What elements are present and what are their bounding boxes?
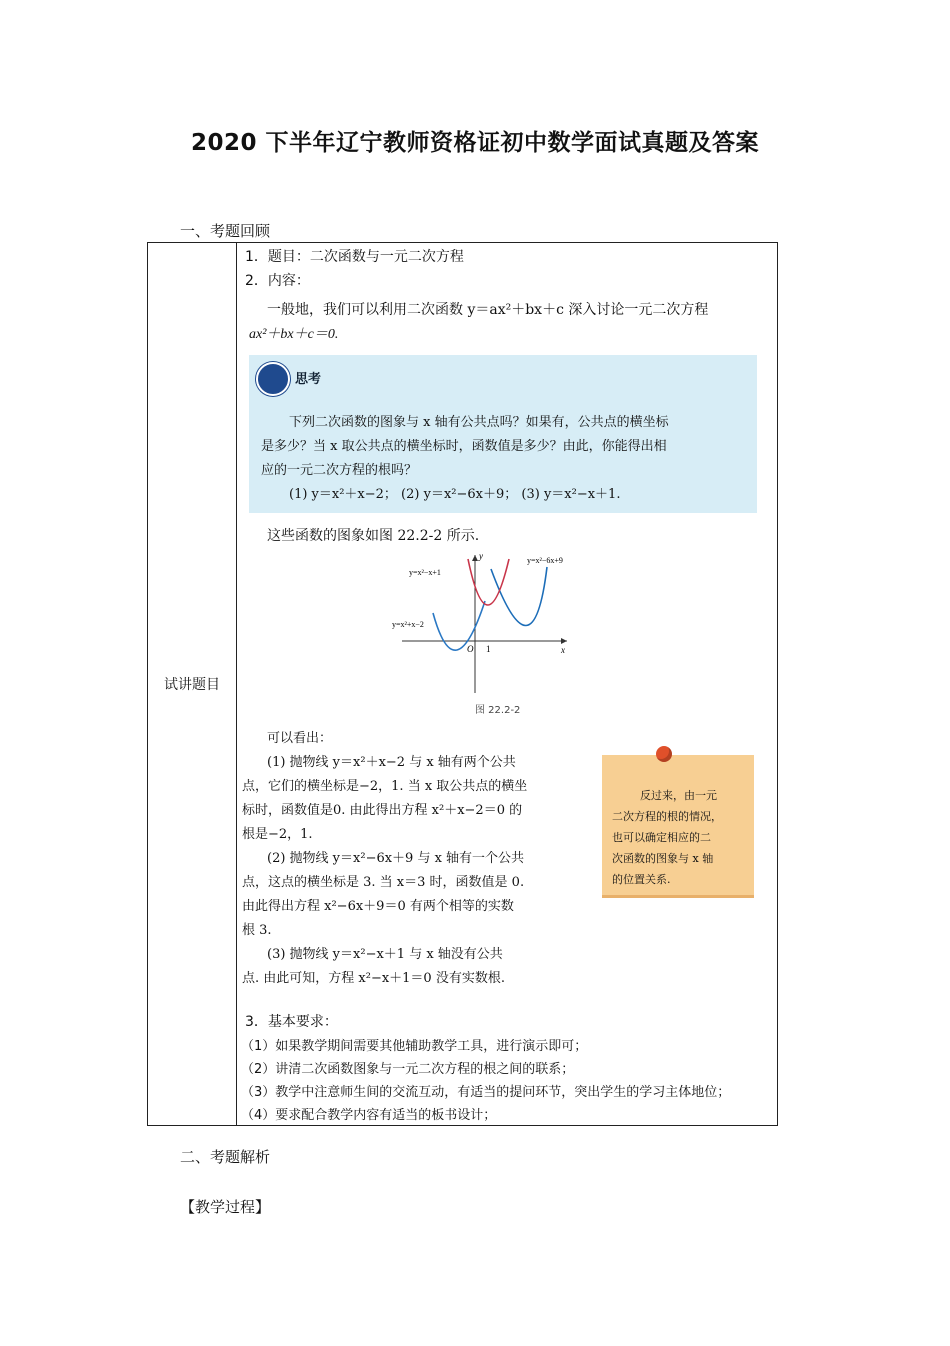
side-note xyxy=(602,755,754,898)
think-box xyxy=(249,355,757,513)
label-function-a: y=x²+x−2 xyxy=(392,620,424,629)
tick-one-label: 1 xyxy=(486,644,491,654)
think-line-2: 是多少？当 x 取公共点的横坐标时，函数值是多少？由此，你能得出相 xyxy=(261,439,667,454)
requirement-3: （3）教学中注意师生间的交流互动，有适当的提问环节，突出学生的学习主体地位； xyxy=(241,1085,731,1100)
note-line-1: 反过来，由一元 xyxy=(640,789,717,802)
y-axis-arrow-icon xyxy=(472,555,478,561)
section-heading-analysis: 二、考题解析 xyxy=(180,1148,271,1166)
requirement-2: （2）讲清二次函数图象与一元二次方程的根之间的联系； xyxy=(241,1062,575,1077)
observe-line-1: (1) 抛物线 y＝x²＋x−2 与 x 轴有两个公共 xyxy=(267,755,516,770)
intro-line-1: 一般地，我们可以利用二次函数 y＝ax²＋bx＋c 深入讨论一元二次方程 xyxy=(267,302,709,318)
observe-line-10: 点. 由此可知，方程 x²−x＋1＝0 没有实数根. xyxy=(242,971,505,986)
think-line-1: 下列二次函数的图象与 x 轴有公共点吗？如果有，公共点的横坐标 xyxy=(289,415,669,430)
observe-line-6: 点，这点的横坐标是 3. 当 x＝3 时，函数值是 0. xyxy=(242,875,525,890)
document-title: 2020 下半年辽宁教师资格证初中数学面试真题及答案 xyxy=(190,130,760,156)
origin-label: O xyxy=(467,644,474,654)
note-line-3: 也可以确定相应的二 xyxy=(612,831,711,844)
row-label: 试讲题目 xyxy=(148,243,237,1126)
think-line-3: 应的一元二次方程的根吗？ xyxy=(261,463,418,478)
think-title: 思考 xyxy=(295,372,322,387)
function-graph xyxy=(387,543,587,703)
think-badge-icon xyxy=(256,362,290,396)
x-axis-arrow-icon xyxy=(561,638,567,644)
note-line-5: 的位置关系. xyxy=(612,873,671,886)
figure-caption: 图 22.2-2 xyxy=(475,705,521,716)
content-heading: 2．内容： xyxy=(245,273,310,289)
teaching-process-heading: 【教学过程】 xyxy=(180,1198,271,1216)
think-line-4: (1) y＝x²＋x−2； (2) y＝x²−6x＋9； (3) y＝x²−x＋1. xyxy=(289,487,621,502)
observe-line-4: 根是−2，1. xyxy=(242,827,313,842)
topic-line: 1．题目：二次函数与一元二次方程 xyxy=(245,249,464,265)
observe-line-2: 点，它们的横坐标是−2，1. 当 x 取公共点的横坐 xyxy=(242,779,528,794)
observe-line-3: 标时，函数值是0. 由此得出方程 x²＋x−2＝0 的 xyxy=(242,803,523,818)
label-function-b: y=x²−6x+9 xyxy=(527,556,563,565)
question-table xyxy=(147,242,778,1126)
row-content xyxy=(237,243,778,1126)
observe-line-8: 根 3. xyxy=(242,923,272,938)
intro-line-2: ax²＋bx＋c＝0. xyxy=(249,327,339,342)
label-function-c: y=x²−x+1 xyxy=(409,568,441,577)
observe-line-7: 由此得出方程 x²−6x＋9＝0 有两个相等的实数 xyxy=(242,899,514,914)
x-axis-label: x xyxy=(561,645,565,655)
requirement-1: （1）如果教学期间需要其他辅助教学工具，进行演示即可； xyxy=(241,1039,588,1054)
parabola-b xyxy=(491,567,547,626)
pin-icon xyxy=(656,746,672,762)
observe-line-5: (2) 抛物线 y＝x²−6x＋9 与 x 轴有一个公共 xyxy=(267,851,525,866)
parabola-a xyxy=(433,601,485,650)
requirement-4: （4）要求配合教学内容有适当的板书设计； xyxy=(241,1108,497,1123)
graph-intro: 这些函数的图象如图 22.2-2 所示. xyxy=(267,528,480,544)
requirements-heading: 3．基本要求： xyxy=(245,1014,338,1030)
observe-line-9: (3) 抛物线 y＝x²−x＋1 与 x 轴没有公共 xyxy=(267,947,503,962)
note-line-4: 次函数的图象与 x 轴 xyxy=(612,852,714,865)
observe-heading: 可以看出： xyxy=(267,731,333,746)
section-heading-review: 一、考题回顾 xyxy=(180,222,271,240)
y-axis-label: y xyxy=(479,551,483,561)
note-line-2: 二次方程的根的情况， xyxy=(612,810,722,823)
